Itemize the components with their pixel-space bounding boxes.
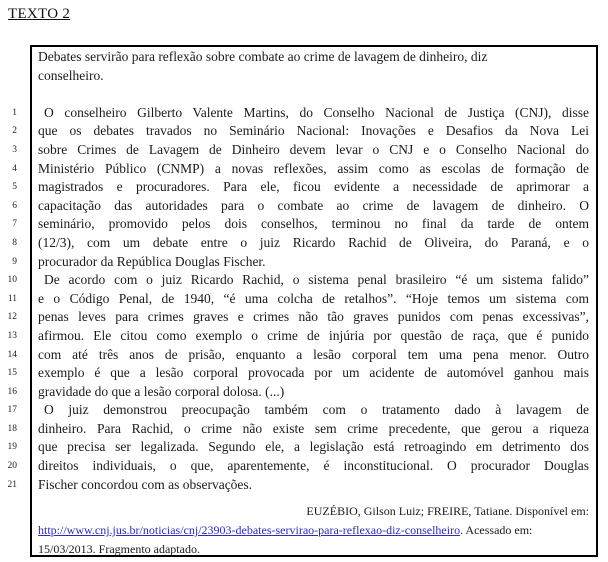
- line-number: 8: [12, 237, 17, 248]
- text-line-row: [0, 308, 600, 327]
- text-line-row: [0, 401, 600, 420]
- line-text: penas leves para crimes graves e crimes não tão graves punidos com penas excessivas”,: [38, 309, 589, 325]
- text-box-content: [0, 48, 600, 559]
- text-line-row: [0, 178, 600, 197]
- line-text: capacitação das autoridades para o combate ao crime de lavagem de dinheiro. O: [38, 197, 589, 213]
- citation-block: [31, 502, 600, 558]
- line-text: direitos individuais, o que, aparentemente, é inconstitucional. O procurador Douglas: [38, 458, 589, 474]
- line-text: magistrados e procuradores. Para ele, ficou evidente a necessidade de aprimorar a: [38, 179, 589, 195]
- line-number: 5: [12, 182, 17, 193]
- text-line-row: [0, 141, 600, 160]
- line-number: 21: [7, 479, 17, 490]
- line-text: gravidade do que a lesão corporal dolosa. (...): [38, 383, 285, 399]
- line-number: 12: [7, 312, 17, 323]
- line-number: 9: [12, 256, 17, 267]
- text-line-row: [0, 346, 600, 365]
- page-title: TEXTO 2: [8, 6, 71, 22]
- line-text: exemplo é que a lesão corporal provocada por um acidente de automóvel ganhou mais: [38, 365, 589, 381]
- line-number: 19: [7, 442, 17, 453]
- line-number: [0, 48, 31, 67]
- line-number: 18: [7, 423, 17, 434]
- text-line-row: [0, 104, 600, 123]
- line-text: que os debates travados no Seminário Nacional: Inovações e Desafios da Nova Lei: [38, 123, 589, 139]
- line-number: 17: [7, 405, 17, 416]
- line-text: De acordo com o juiz Ricardo Rachid, o sistema penal brasileiro “é um sistema falido”: [44, 272, 589, 288]
- text-line-row: [0, 457, 600, 476]
- line-number: 7: [12, 219, 17, 230]
- text-line-row: [0, 420, 600, 439]
- line-text: afirmou. Ele citou como exemplo o crime de injúria por questão de raça, que é punido: [38, 327, 589, 343]
- line-number: 2: [12, 126, 17, 137]
- text-line-row: [0, 383, 600, 402]
- line-number: 11: [7, 293, 17, 304]
- text-line-row: [0, 438, 600, 457]
- text-line-row: [0, 253, 600, 272]
- line-text: sobre Crimes de Lavagem de Dinheiro devem levar o CNJ e o Conselho Nacional do: [38, 141, 589, 157]
- line-number: 14: [7, 349, 17, 360]
- citation-source-line: [38, 521, 589, 540]
- line-text: (12/3), com um debate entre o juiz Ricardo Rachid de Oliveira, do Paraná, e o: [38, 234, 589, 250]
- line-text: e o Código Penal, de 1940, “é uma colcha de retalhos”. “Hoje temos um sistema com: [38, 290, 589, 306]
- line-text: com até três anos de prisão, enquanto a lesão corporal tem uma pena menor. Outro: [38, 346, 589, 362]
- line-text: que precisa ser legalizada. Segundo ele, a legislação está retroagindo em detrimento dos: [38, 439, 589, 455]
- line-text: seminário, promovido pelos dois conselhos, terminou no final da tarde de ontem: [38, 216, 589, 232]
- line-number: 4: [12, 163, 17, 174]
- line-text: Debates servirão para reflexão sobre combate ao crime de lavagem de dinheiro, diz: [38, 49, 488, 64]
- text-line-row: [0, 122, 600, 141]
- line-number: 10: [7, 275, 17, 286]
- text-line-row: [0, 67, 600, 86]
- line-number: 3: [12, 144, 17, 155]
- line-number: 20: [7, 461, 17, 472]
- text-line-row: [0, 234, 600, 253]
- citation-authors: EUZÉBIO, Gilson Luiz; FREIRE, Tatiane. Disponível em:: [306, 504, 589, 519]
- text-line-row: [0, 364, 600, 383]
- line-number: 13: [7, 330, 17, 341]
- text-line-row: [0, 48, 600, 67]
- text-line-row: [0, 290, 600, 309]
- line-text: conselheiro.: [38, 67, 104, 83]
- line-text: O juiz demonstrou preocupação também com o tratamento dado à lavagem de: [44, 402, 589, 418]
- intro-paragraph: [0, 48, 600, 85]
- citation-date-line: 15/03/2013. Fragmento adaptado.: [38, 541, 200, 556]
- citation-url-link[interactable]: http://www.cnj.jus.br/noticias/cnj/23903-debates-servirao-para-reflexao-diz-conselheiro: [38, 523, 461, 538]
- line-text: Ministério Público (CNMP) a novas reflexões, assim como as escolas de formação de: [38, 160, 589, 176]
- text-line-row: [0, 160, 600, 179]
- text-line-row: [0, 271, 600, 290]
- line-number: 15: [7, 368, 17, 379]
- text-line-row: [0, 476, 600, 495]
- line-number: 16: [7, 386, 17, 397]
- text-line-row: [0, 327, 600, 346]
- numbered-lines: [0, 104, 600, 494]
- text-line-row: [0, 197, 600, 216]
- line-number: [0, 67, 31, 86]
- line-text: O conselheiro Gilberto Valente Martins, do Conselho Nacional de Justiça (CNJ), disse: [44, 104, 589, 120]
- citation-accessed-text: . Acessado em:: [460, 523, 533, 538]
- line-text: Fischer concordou com as observações.: [38, 476, 253, 492]
- line-text: dinheiro. Para Rachid, o crime não existe sem crime precedente, que gerou a riqueza: [38, 420, 589, 436]
- line-number: 6: [12, 200, 17, 211]
- line-number: 1: [12, 107, 17, 118]
- line-text: procurador da República Douglas Fischer.: [38, 253, 266, 269]
- text-line-row: [0, 215, 600, 234]
